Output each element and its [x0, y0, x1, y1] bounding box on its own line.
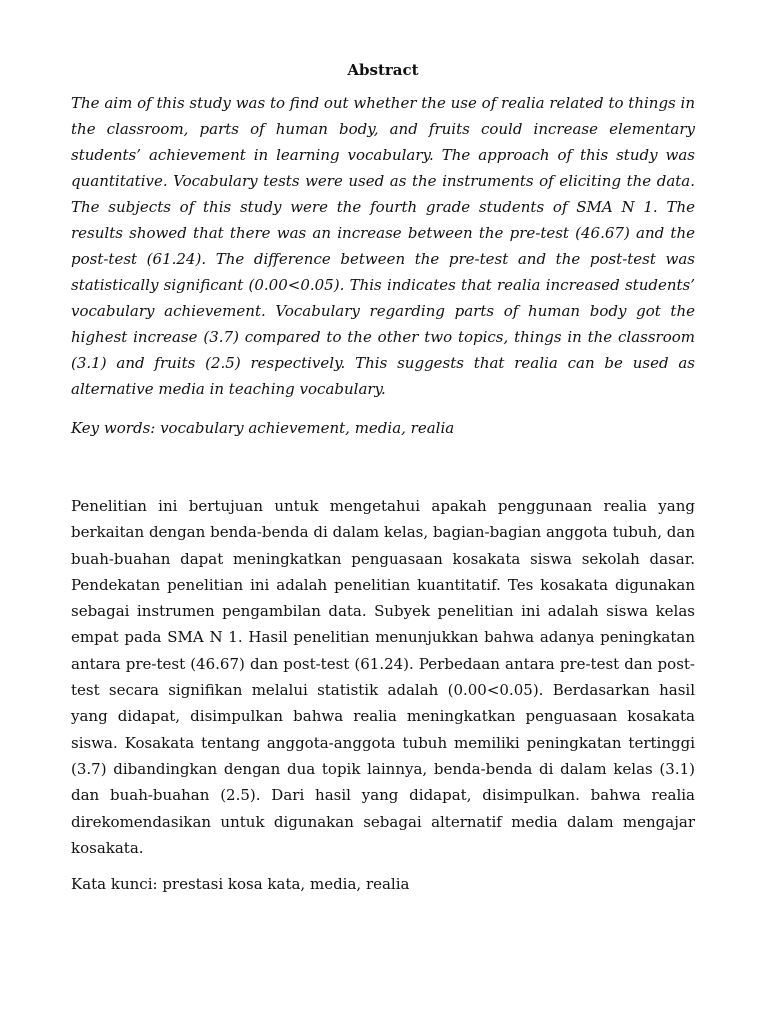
- keywords-english: Key words: vocabulary achievement, media, realia: [71, 419, 455, 437]
- abstract-english: The aim of this study was to find out whether the use of realia related to things in the classroom, parts of human body, and fruits could increase elementary students’ achievement in learning vocabulary. The approach of this study was quantitative. Vocabulary tests were used as the instruments of eliciting the data. The subjects of this study were the fourth grade students of SMA N 1. The results showed that there was an increase between the pre-test (46.67) and the post-test (61.24). The difference between the pre-test and the post-test was statistically significant (0.00<0.05). This indicates that realia increased students’ vocabulary achievement. Vocabulary regarding parts of human body got the highest increase (3.7) compared to the other two topics, things in the classroom (3.1) and fruits (2.5) respectively. This suggests that realia can be used as alternative media in teaching vocabulary.: [71, 94, 695, 398]
- keywords-indonesian: Kata kunci: prestasi kosa kata, media, realia: [71, 875, 410, 893]
- abstract-indonesian: Penelitian ini bertujuan untuk mengetahui apakah penggunaan realia yang berkaitan dengan benda-benda di dalam kelas, bagian-bagian anggota tubuh, dan buah-buahan dapat meningkatkan penguasaan kosakata siswa sekolah dasar. Pendekatan penelitian ini adalah penelitian kuantitatif. Tes kosakata digunakan sebagai instrumen pengambilan data. Subyek penelitian ini adalah siswa kelas empat pada SMA N 1. Hasil penelitian menunjukkan bahwa adanya peningkatan antara pre-test (46.67) dan post-test (61.24). Perbedaan antara pre-test dan post-test secara signifikan melalui statistik adalah (0.00<0.05). Berdasarkan hasil yang didapat, disimpulkan bahwa realia meningkatkan penguasaan kosakata siswa. Kosakata tentang anggota-anggota tubuh memiliki peningkatan tertinggi (3.7) dibandingkan dengan dua topik lainnya, benda-benda di dalam kelas (3.1) dan buah-buahan (2.5). Dari hasil yang didapat, disimpulkan. bahwa realia direkomendasikan untuk digunakan sebagai alternatif media dalam mengajar kosakata.: [71, 497, 695, 857]
- abstract-title: Abstract: [347, 61, 419, 79]
